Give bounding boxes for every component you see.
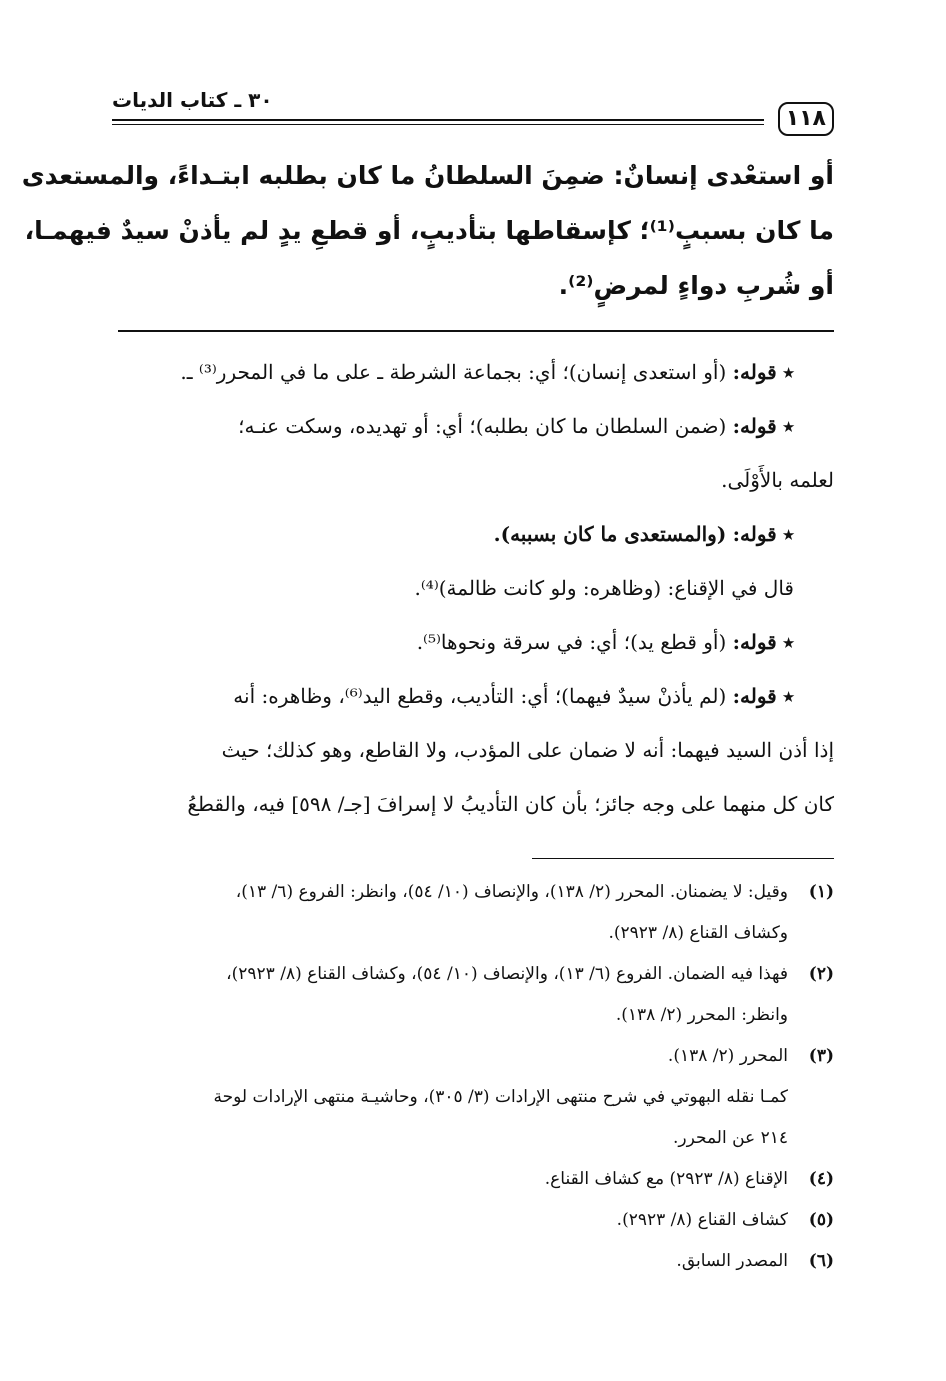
matn-separator [118, 330, 834, 332]
commentary-line [112, 345, 834, 399]
footnote-line: فهذا فيه الضمان. الفروع (٦/ ١٣)، والإنصاف (١٠/ ٥٤)، وكشاف القناع (٨/ ٢٩٢٣)، [226, 964, 788, 984]
commentary-line [112, 399, 834, 453]
footnote-body [112, 1200, 788, 1241]
footnote-line: كمـا نقله البهوتي في شرح منتهى الإرادات (٣/ ٣٠٥)، وحاشيـة منتهى الإرادات لوحة [213, 1087, 788, 1107]
commentary-line: كان كل منهما على وجه جائز؛ بأن كان التأديبُ لا إسرافَ [جـ/ ٥٩٨] فيه، والقطعُ [187, 792, 834, 816]
footnote-number: (٥) [808, 1210, 834, 1230]
commentary-text: (أو قطع يد)؛ أي: في سرقة ونحوها⁽⁵⁾. [416, 630, 727, 654]
footnote-body [112, 872, 788, 954]
star-bullet: ٭ [783, 684, 794, 708]
matn-line: أو استعْدى إنسانٌ: ضمِنَ السلطانُ ما كان بطلبه ابتـداءً، والمستعدى [21, 161, 834, 190]
footnote-number: (٣) [808, 1046, 834, 1066]
footnote [112, 1036, 834, 1077]
commentary-line: لعلمه بالأَوْلَى. [721, 468, 834, 492]
footnote-line: وانظر: المحرر (٢/ ١٣٨). [615, 1005, 788, 1025]
footnote-body [112, 1036, 788, 1077]
commentary-line: قال في الإقناع: (وظاهره: ولو كانت ظالمة)⁽⁴⁾. [414, 576, 794, 600]
footnote-body [112, 1241, 788, 1282]
qawluhu-label: قوله: [732, 630, 777, 654]
footnotes [112, 872, 834, 1282]
star-bullet: ٭ [783, 522, 794, 546]
footnote [112, 1241, 834, 1282]
commentary-text: (والمستعدى ما كان بسببه). [493, 522, 727, 546]
footnote-number: (٤) [808, 1169, 834, 1189]
footnote [112, 872, 834, 954]
footnote-continuation [112, 1077, 834, 1159]
matn-line: أو شُربِ دواءٍ لمرضٍ⁽²⁾. [558, 271, 834, 300]
chapter-title: ٣٠ ـ كتاب الديات [112, 88, 273, 112]
commentary-text: (أو استعدى إنسان)؛ أي: بجماعة الشرطة ـ على ما في المحرر⁽³⁾ ـ. [180, 360, 727, 384]
footnote [112, 1159, 834, 1200]
commentary [112, 345, 834, 831]
header-rule-thin [112, 124, 764, 125]
footnote-line: المصدر السابق. [676, 1251, 788, 1271]
footnote-separator [532, 858, 834, 859]
commentary-text: (لم يأذنْ سيدٌ فيهما)؛ أي: التأديب، وقطع اليد⁽⁶⁾، وظاهره: أنه [233, 684, 727, 708]
commentary-line [112, 507, 834, 561]
page-number: ١١٨ [778, 102, 834, 136]
footnote-number: (٢) [808, 964, 834, 984]
footnote-line: الإقناع (٨/ ٢٩٢٣) مع كشاف القناع. [544, 1169, 788, 1189]
qawluhu-label: قوله: [732, 522, 777, 546]
footnote-number: (١) [808, 882, 834, 902]
footnote-line: كشاف القناع (٨/ ٢٩٢٣). [616, 1210, 788, 1230]
footnote [112, 954, 834, 1036]
footnote-line: المحرر (٢/ ١٣٨). [667, 1046, 788, 1066]
footnote [112, 1200, 834, 1241]
star-bullet: ٭ [783, 630, 794, 654]
commentary-line [112, 615, 834, 669]
star-bullet: ٭ [783, 414, 794, 438]
footnote-body [112, 954, 788, 1036]
commentary-text: (ضمن السلطان ما كان بطلبه)؛ أي: أو تهديده، وسكت عنـه؛ [238, 414, 727, 438]
qawluhu-label: قوله: [732, 360, 777, 384]
header-rule [112, 119, 764, 121]
qawluhu-label: قوله: [732, 414, 777, 438]
footnote-number: (٦) [808, 1251, 834, 1271]
commentary-line: إذا أذن السيد فيهما: أنه لا ضمان على المؤدب، ولا القاطع، وهو كذلك؛ حيث [221, 738, 834, 762]
footnote-line: وكشاف القناع (٨/ ٢٩٢٣). [608, 923, 788, 943]
qawluhu-label: قوله: [732, 684, 777, 708]
page-header [112, 88, 834, 148]
commentary-line [112, 669, 834, 723]
footnote-body [112, 1159, 788, 1200]
footnote-line: وقيل: لا يضمنان. المحرر (٢/ ١٣٨)، والإنصاف (١٠/ ٥٤)، وانظر: الفروع (٦/ ١٣)، [235, 882, 788, 902]
matn-text [21, 148, 834, 313]
star-bullet: ٭ [783, 360, 794, 384]
footnote-line: ٢١٤ عن المحرر. [673, 1128, 788, 1148]
matn-line: ما كان بسببٍ⁽¹⁾؛ كإسقاطها بتأديبٍ، أو قطعِ يدٍ لم يأذنْ سيدٌ فيهمـا، [24, 216, 834, 245]
